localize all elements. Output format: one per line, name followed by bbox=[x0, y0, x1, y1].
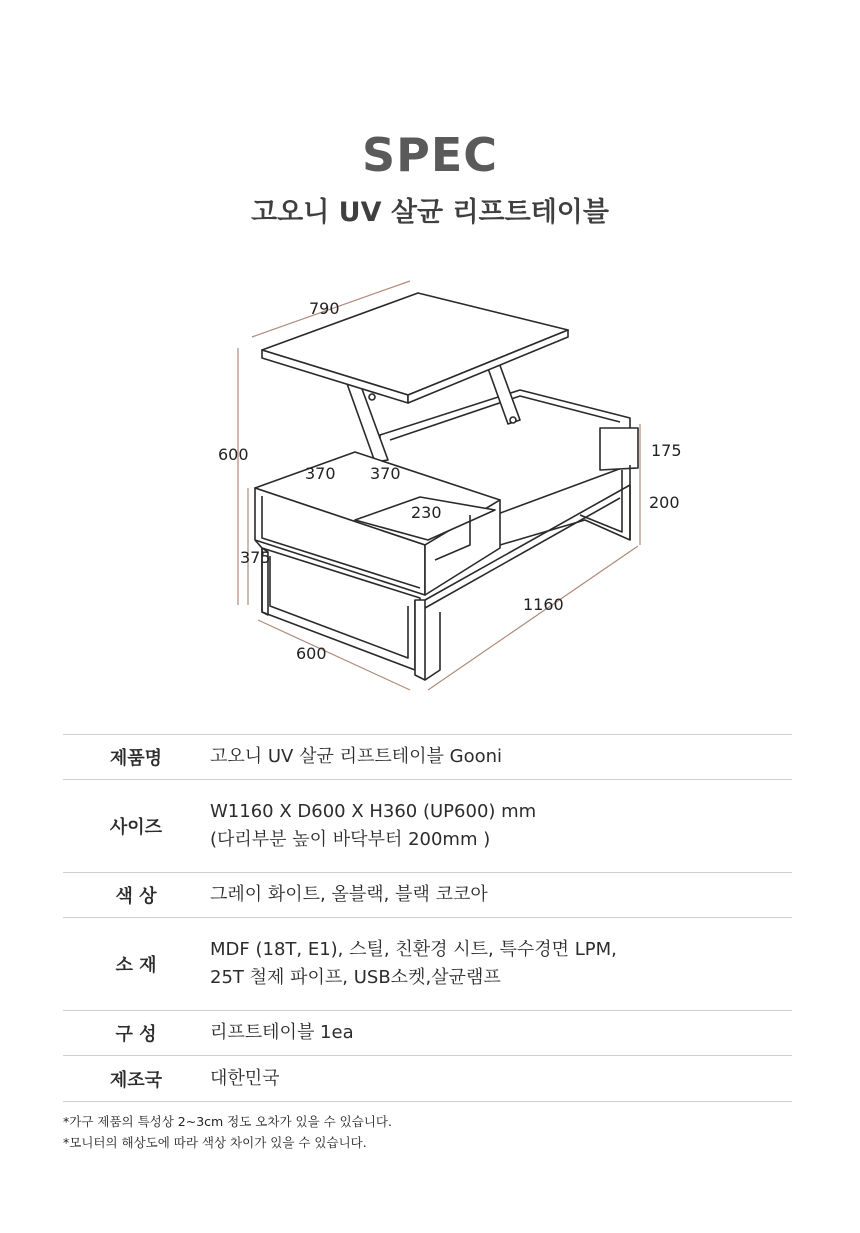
spec-value: 그레이 화이트, 올블랙, 블랙 코코아 bbox=[210, 884, 488, 905]
spec-label: 색 상 bbox=[115, 886, 157, 907]
spec-label: 소 재 bbox=[115, 955, 157, 976]
table-illustration bbox=[255, 293, 638, 680]
spec-row-origin bbox=[63, 1056, 792, 1102]
spec-label: 구 성 bbox=[115, 1024, 157, 1045]
spec-value: MDF (18T, E1), 스틸, 친환경 시트, 특수경면 LPM, 25T 철제 파이프, USB소켓,살균램프 bbox=[210, 939, 617, 988]
dim-inner-depth: 230 bbox=[411, 503, 442, 522]
dim-leg-height: 200 bbox=[649, 493, 680, 512]
spec-label: 사이즈 bbox=[109, 817, 163, 838]
dim-storage-height: 175 bbox=[651, 441, 682, 460]
dim-length: 1160 bbox=[523, 595, 564, 614]
note-color: *모니터의 해상도에 따라 색상 차이가 있을 수 있습니다. bbox=[63, 1135, 367, 1150]
spec-table bbox=[63, 734, 792, 1102]
dim-lift-height: 600 bbox=[218, 445, 249, 464]
spec-label: 제조국 bbox=[109, 1069, 163, 1091]
dim-side-height: 375 bbox=[240, 548, 271, 567]
table-dimension-diagram bbox=[0, 260, 860, 710]
note-tolerance: *가구 제품의 특성상 2~3cm 정도 오차가 있을 수 있습니다. bbox=[63, 1114, 392, 1129]
spec-row-components bbox=[63, 1011, 792, 1056]
spec-value: 대한민국 bbox=[210, 1067, 280, 1089]
spec-row-product-name bbox=[63, 735, 792, 780]
dim-depth: 600 bbox=[296, 644, 327, 663]
spec-label: 제품명 bbox=[109, 748, 163, 769]
notes bbox=[63, 1111, 392, 1153]
product-subtitle: 고오니 UV 살균 리프트테이블 bbox=[251, 197, 609, 228]
spec-value: W1160 X D600 X H360 (UP600) mm (다리부분 높이 바닥부터 200mm ) bbox=[210, 801, 537, 850]
spec-value: 고오니 UV 살균 리프트테이블 Gooni bbox=[210, 746, 503, 767]
spec-value: 리프트테이블 1ea bbox=[210, 1022, 354, 1043]
dim-top-width: 790 bbox=[309, 299, 340, 318]
spec-heading: SPEC bbox=[361, 128, 499, 182]
spec-row-color bbox=[63, 873, 792, 918]
spec-row-size bbox=[63, 780, 792, 873]
spec-row-material bbox=[63, 918, 792, 1011]
dim-drawer-right: 370 bbox=[370, 464, 401, 483]
dim-drawer-left: 370 bbox=[305, 464, 336, 483]
